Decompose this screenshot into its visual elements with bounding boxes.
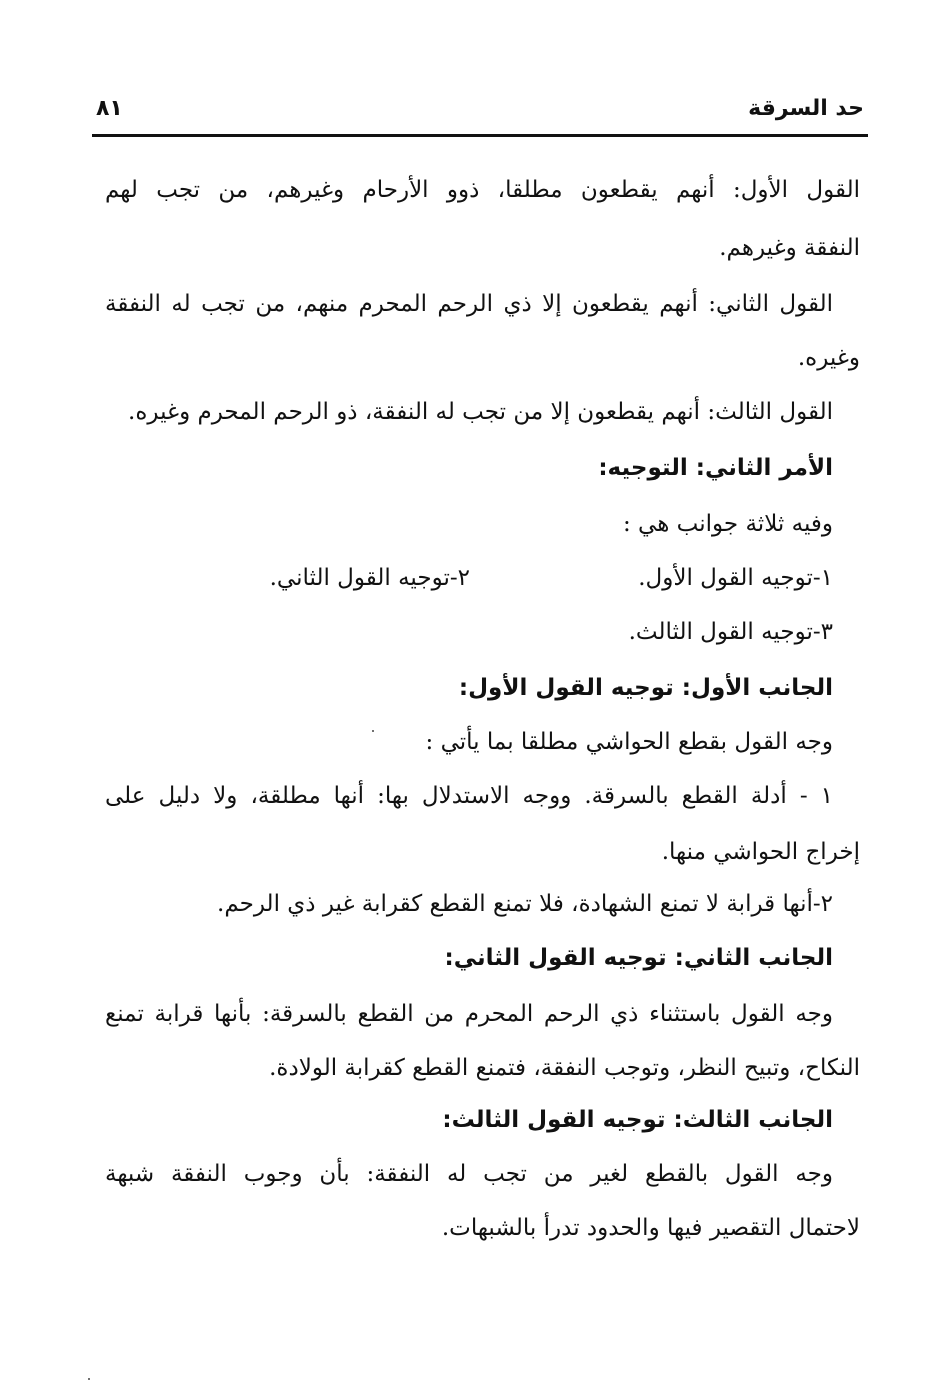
paragraph-line: وجه القول بقطع الحواشي مطلقا بما يأتي : bbox=[425, 729, 833, 755]
section-heading: الأمر الثاني: التوجيه: bbox=[598, 455, 833, 481]
paragraph-line: وجه القول باستثناء ذي الرحم المحرم من القطع بالسرقة: بأنها قرابة تمنع bbox=[105, 1001, 833, 1027]
header-rule bbox=[92, 134, 868, 137]
page-number: ٨١ bbox=[96, 96, 123, 121]
section-heading: الجانب الأول: توجيه القول الأول: bbox=[458, 675, 833, 701]
paragraph-line: القول الثالث: أنهم يقطعون إلا من تجب له النفقة، ذو الرحم المحرم وغيره. bbox=[128, 399, 833, 425]
paragraph-line: وفيه ثلاثة جوانب هي : bbox=[623, 511, 833, 537]
list-item: ٢-توجيه القول الثاني. bbox=[269, 565, 470, 591]
page-header bbox=[90, 96, 870, 136]
paragraph-line: لاحتمال التقصير فيها والحدود تدرأ بالشبهات. bbox=[441, 1215, 860, 1241]
paragraph-line: إخراج الحواشي منها. bbox=[661, 839, 860, 865]
section-heading: الجانب الثالث: توجيه القول الثالث: bbox=[442, 1107, 833, 1133]
paragraph-line: النفقة وغيرهم. bbox=[719, 235, 860, 261]
running-title: حد السرقة bbox=[748, 96, 864, 121]
section-heading: الجانب الثاني: توجيه القول الثاني: bbox=[444, 945, 833, 971]
paragraph-line: ٢-أنها قرابة لا تمنع الشهادة، فلا تمنع القطع كقرابة غير ذي الرحم. bbox=[217, 891, 833, 917]
paragraph-line: القول الأول: أنهم يقطعون مطلقا، ذوو الأرحام وغيرهم، من تجب لهم bbox=[105, 177, 860, 203]
paragraph-line: النكاح، وتبيح النظر، وتوجب النفقة، فتمنع القطع كقرابة الولادة. bbox=[269, 1055, 860, 1081]
scan-speck bbox=[88, 1378, 90, 1380]
scan-speck bbox=[372, 730, 374, 732]
list-item: ٣-توجيه القول الثالث. bbox=[628, 619, 833, 645]
paragraph-line: وغيره. bbox=[797, 345, 860, 371]
list-item: ١-توجيه القول الأول. bbox=[638, 565, 833, 591]
paragraph-line: القول الثاني: أنهم يقطعون إلا ذي الرحم المحرم منهم، من تجب له النفقة bbox=[105, 291, 833, 317]
paragraph-line: وجه القول بالقطع لغير من تجب له النفقة: بأن وجوب النفقة شبهة bbox=[105, 1161, 833, 1187]
paragraph-line: ١ - أدلة القطع بالسرقة. ووجه الاستدلال بها: أنها مطلقة، ولا دليل على bbox=[105, 783, 833, 809]
